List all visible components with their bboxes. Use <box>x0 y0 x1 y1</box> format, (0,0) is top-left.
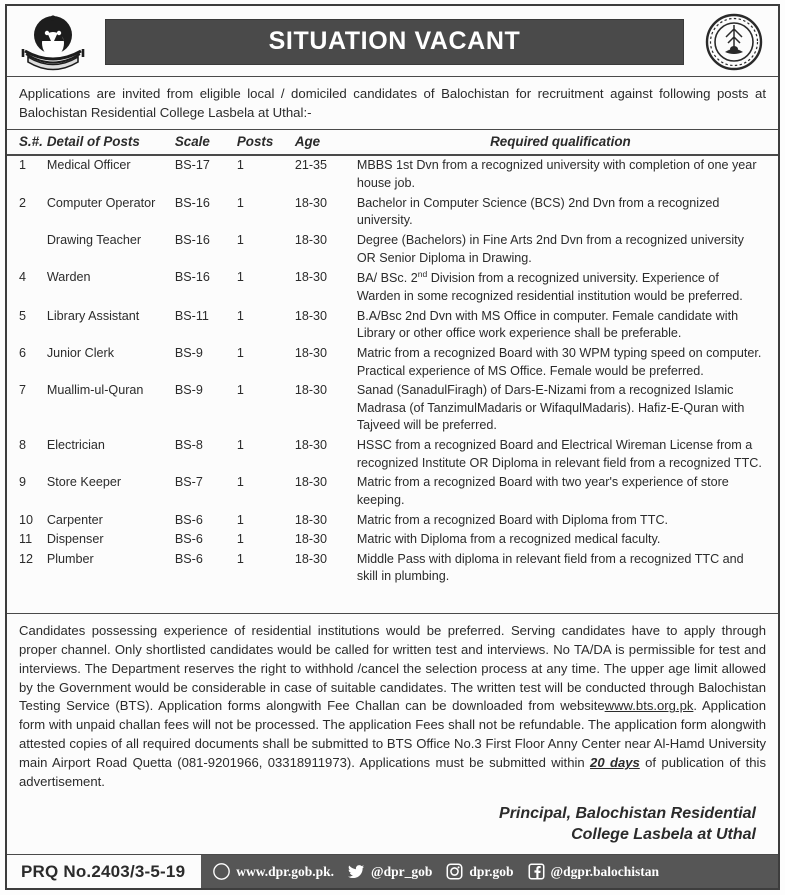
cell-scale: BS-7 <box>174 475 203 490</box>
cell-age: 18-30 <box>294 270 328 285</box>
cell-post: Plumber <box>46 551 94 566</box>
cell-serial: 11 <box>19 532 33 547</box>
cell-qualification: Matric from a recognized Board with two year's experience of store keeping. <box>356 475 729 507</box>
cell-age: 18-30 <box>294 512 328 527</box>
cell-post: Library Assistant <box>46 308 140 323</box>
signature-block <box>7 798 778 854</box>
cell-qualification: Matric with Diploma from a recognized medical faculty. <box>356 532 661 547</box>
cell-serial: 9 <box>19 475 27 490</box>
cell-post: Drawing Teacher <box>46 232 142 247</box>
cell-qualification: Degree (Bachelors) in Fine Arts 2nd Dvn from a recognized university OR Senior Diploma in Drawing. <box>356 232 744 265</box>
cell-serial: 8 <box>19 438 27 453</box>
social-link-label: dpr.gob <box>469 863 514 879</box>
cell-serial: 6 <box>19 345 27 360</box>
table-row <box>7 473 778 510</box>
cell-qualification: Matric from a recognized Board with 30 WPM typing speed on computer. Practical experience of MS Office. Female would be preferred. <box>356 345 762 378</box>
instagram-icon <box>446 863 463 880</box>
cell-qualification: BA/ BSc. 2nd Division from a recognized university. Experience of Warden in some recognized residential institution would be preferred. <box>356 269 743 304</box>
social-link-instagram[interactable] <box>446 863 513 880</box>
globe-icon <box>213 863 230 880</box>
table-row <box>7 231 778 268</box>
table-row <box>7 511 778 531</box>
cell-age: 18-30 <box>294 551 328 566</box>
cell-age: 18-30 <box>294 195 328 210</box>
posts-table-container <box>7 130 778 613</box>
social-link-twitter[interactable] <box>348 863 432 880</box>
cell-serial: 4 <box>19 270 27 285</box>
cell-posts: 1 <box>236 512 244 527</box>
posts-table-body <box>7 155 778 587</box>
cell-serial: 12 <box>19 551 34 566</box>
table-row <box>7 381 778 436</box>
cell-post: Electrician <box>46 438 105 453</box>
social-link-label: @dpr_gob <box>371 863 433 879</box>
social-link-label: www.dpr.gob.pk. <box>236 863 335 879</box>
header <box>7 6 778 77</box>
cell-qualification: B.A/Bsc 2nd Dvn with MS Office in computer. Female candidate with Library or other office work experience shall be preferable. <box>356 308 739 341</box>
table-row <box>7 436 778 473</box>
cell-qualification: Middle Pass with diploma in relevant field from a recognized TTC and skill in plumbing. <box>356 551 744 584</box>
col-header-post: Detail of Posts <box>45 130 173 155</box>
cell-posts: 1 <box>236 270 244 285</box>
cell-serial: 5 <box>19 308 27 323</box>
facebook-icon <box>528 863 545 880</box>
social-links-bar <box>201 855 778 888</box>
cell-posts: 1 <box>236 158 244 173</box>
cell-posts: 1 <box>236 475 244 490</box>
cell-serial: 10 <box>19 512 34 527</box>
cell-scale: BS-6 <box>174 551 203 566</box>
cell-serial: 1 <box>19 158 27 173</box>
cell-age: 18-30 <box>294 383 328 398</box>
cell-serial: 2 <box>19 195 27 210</box>
cell-qualification: Matric from a recognized Board with Diploma from TTC. <box>356 512 669 527</box>
col-header-serial: S.#. <box>7 130 45 155</box>
balochistan-government-emblem-icon <box>15 12 91 72</box>
cell-serial: 7 <box>19 383 27 398</box>
table-header-row <box>7 130 778 155</box>
table-row <box>7 194 778 231</box>
cell-posts: 1 <box>236 551 244 566</box>
cell-post: Computer Operator <box>46 195 156 210</box>
signature-line-2: College Lasbela at Uthal <box>571 826 756 844</box>
cell-scale: BS-16 <box>174 270 210 285</box>
intro-paragraph: Applications are invited from eligible local / domiciled candidates of Balochistan for recruitment against following posts at Balochistan Residential College Lasbela at Uthal:- <box>7 77 778 130</box>
situation-vacant-banner <box>105 19 684 65</box>
cell-post: Carpenter <box>46 512 103 527</box>
cell-scale: BS-16 <box>174 232 210 247</box>
prq-number: PRQ No.2403/3-5-19 <box>7 855 201 888</box>
table-row <box>7 550 778 587</box>
cell-posts: 1 <box>236 438 244 453</box>
signature-line-1: Principal, Balochistan Residential <box>499 805 756 823</box>
advertisement-frame <box>5 4 780 890</box>
col-header-age: Age <box>293 130 355 155</box>
posts-table <box>7 130 778 587</box>
cell-qualification: HSSC from a recognized Board and Electrical Wireman License from a recognized Institute OR Diploma in relevant field from a recognized TTC. <box>356 438 762 470</box>
cell-post: Muallim-ul-Quran <box>46 383 144 398</box>
cell-age: 18-30 <box>294 345 328 360</box>
cell-age: 18-30 <box>294 438 328 453</box>
cell-age: 18-30 <box>294 532 328 547</box>
cell-post: Warden <box>46 270 91 285</box>
banner-title: SITUATION VACANT <box>268 27 521 55</box>
cell-scale: BS-9 <box>174 383 203 398</box>
bottom-bar <box>7 854 778 888</box>
cell-posts: 1 <box>236 195 244 210</box>
cell-posts: 1 <box>236 383 244 398</box>
bts-website-link[interactable]: www.bts.org.pk <box>604 698 694 714</box>
deadline-highlight: 20 days <box>590 755 640 771</box>
cell-post: Junior Clerk <box>46 345 115 360</box>
cell-post: Dispenser <box>46 532 104 547</box>
cell-scale: BS-8 <box>174 438 203 453</box>
table-row <box>7 307 778 344</box>
cell-age: 21-35 <box>294 158 328 173</box>
college-seal-icon <box>698 12 770 72</box>
posts-table-head <box>7 130 778 155</box>
cell-scale: BS-16 <box>174 195 210 210</box>
cell-scale: BS-6 <box>174 532 203 547</box>
cell-serial <box>7 231 45 268</box>
cell-posts: 1 <box>236 308 244 323</box>
cell-post: Medical Officer <box>46 158 131 173</box>
cell-scale: BS-6 <box>174 512 203 527</box>
cell-qualification: Sanad (SanadulFiragh) of Dars-E-Nizami from a recognized Islamic Madrasa (of TanzimulMadaris or WifaqulMadaris). Hafiz-E-Quran with Tajveed will be preferred. <box>356 383 745 433</box>
twitter-icon <box>348 863 365 880</box>
cell-age: 18-30 <box>294 308 328 323</box>
cell-posts: 1 <box>236 345 244 360</box>
cell-qualification: MBBS 1st Dvn from a recognized university with completion of one year house job. <box>356 158 757 191</box>
table-row <box>7 155 778 193</box>
cell-scale: BS-11 <box>174 308 209 323</box>
notes-text-part3: of publication of this advertisement. <box>19 755 767 790</box>
cell-post: Store Keeper <box>46 475 122 490</box>
social-link-label: @dgpr.balochistan <box>550 863 659 879</box>
notes-text-part1: Candidates possessing experience of residential institutions would be preferred. Serving candidates have to apply through proper channel. Only shortlisted candidates would be called for written test and interviews. No TA/DA is permissible for test and interviews. The Department reserves the right to withhold /cancel the selection process at any time. The upper age limit allowed by the Government would be considerable in case of suitable candidates. The written test will be conducted through Balochistan Testing Service (BTS). Application forms alongwith Fee Challan can be downloaded from website <box>19 622 766 714</box>
cell-posts: 1 <box>236 232 244 247</box>
table-row <box>7 530 778 550</box>
col-header-scale: Scale <box>173 130 235 155</box>
cell-scale: BS-17 <box>174 158 210 173</box>
cell-scale: BS-9 <box>174 345 203 360</box>
social-link-facebook[interactable] <box>528 863 659 880</box>
table-row <box>7 268 778 306</box>
social-link-globe[interactable] <box>213 863 334 880</box>
cell-age: 18-30 <box>294 475 328 490</box>
col-header-posts: Posts <box>235 130 293 155</box>
cell-qualification: Bachelor in Computer Science (BCS) 2nd Dvn from a recognized university. <box>356 195 720 228</box>
cell-age: 18-30 <box>294 232 328 247</box>
cell-posts: 1 <box>236 532 244 547</box>
notes-text-part2: . Application form with unpaid challan fees will not be processed. The application Fees shall not be refundable. The application form alongwith attested copies of all required documents shall be submitted to BTS Office No.3 First Floor Anny Center near Al-Hamd University main Airport Road Quetta (081-9201966, 03318911973). Applications must be submitted within <box>19 698 766 771</box>
notes-paragraph <box>7 614 778 799</box>
col-header-qualification: Required qualification <box>355 130 778 155</box>
table-row <box>7 344 778 381</box>
